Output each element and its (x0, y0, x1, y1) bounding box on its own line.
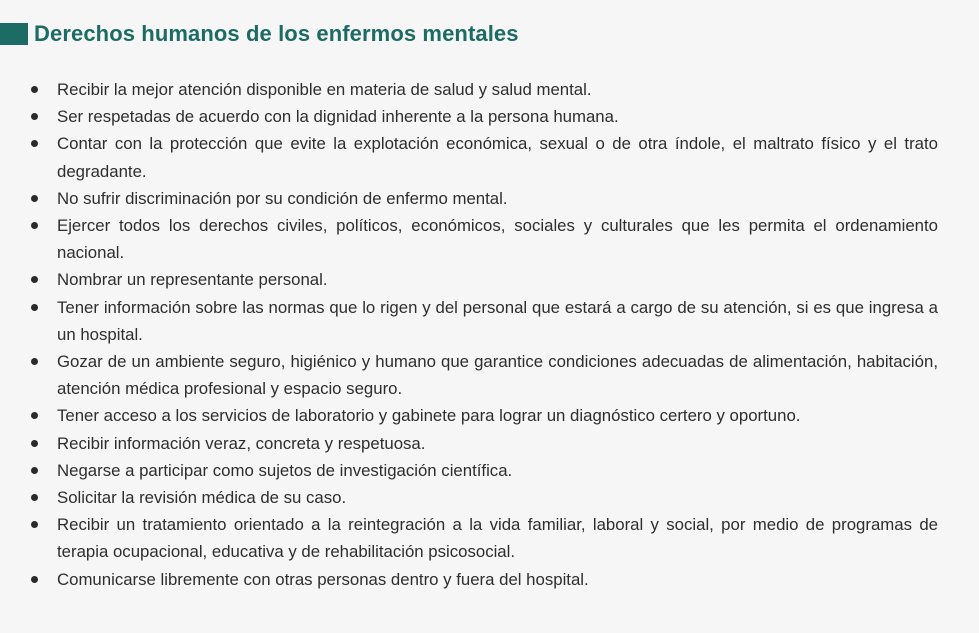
bullet-icon (31, 113, 38, 120)
list-item-text: Tener acceso a los servicios de laboratorio y gabinete para lograr un diagnóstico certero y oportuno. (57, 406, 801, 426)
list-item (28, 348, 938, 402)
list-item-text: Ejercer todos los derechos civiles, políticos, económicos, sociales y culturales que les permita el ordenamiento nacional. (57, 216, 938, 263)
list-item (28, 566, 938, 593)
rights-list (28, 76, 938, 593)
list-item (28, 130, 938, 184)
bullet-icon (31, 576, 38, 583)
bullet-icon (31, 440, 38, 447)
list-item (28, 185, 938, 212)
list-item (28, 484, 938, 511)
heading-marker-block (0, 23, 28, 45)
list-item-text: Comunicarse libremente con otras personas dentro y fuera del hospital. (57, 569, 589, 589)
bullet-icon (31, 467, 38, 474)
list-item (28, 76, 938, 103)
bullet-icon (31, 521, 38, 528)
list-item-text: Nombrar un representante personal. (57, 270, 328, 290)
list-item (28, 294, 938, 348)
bullet-icon (31, 140, 38, 147)
list-item (28, 457, 938, 484)
list-item-text: Tener información sobre las normas que lo rigen y del personal que estará a cargo de su atención, si es que ingresa a un hospital. (57, 297, 938, 344)
list-item-text: Recibir información veraz, concreta y respetuosa. (57, 433, 426, 453)
list-item-text: Solicitar la revisión médica de su caso. (57, 488, 347, 508)
list-item (28, 511, 938, 565)
bullet-icon (31, 276, 38, 283)
bullet-icon (31, 86, 38, 93)
list-item-text: Recibir la mejor atención disponible en materia de salud y salud mental. (57, 80, 592, 99)
section-title: Derechos humanos de los enfermos mentales (34, 21, 519, 46)
list-item-text: Recibir un tratamiento orientado a la reintegración a la vida familiar, laboral y social, por medio de programas de terapia ocupacional, educativa y de rehabilitación psicosocial. (57, 515, 938, 562)
bullet-icon (31, 304, 38, 311)
bullet-icon (31, 358, 38, 365)
section-heading (0, 17, 519, 51)
list-item (28, 266, 938, 293)
list-item-text: Gozar de un ambiente seguro, higiénico y humano que garantice condiciones adecuadas de alimentación, habitación, atención médica profesional y espacio seguro. (57, 352, 938, 399)
list-item-text: Negarse a participar como sujetos de investigación científica. (57, 460, 513, 480)
bullet-icon (31, 494, 38, 501)
list-item-text: No sufrir discriminación por su condición de enfermo mental. (57, 188, 508, 208)
list-item (28, 212, 938, 266)
list-item-text: Contar con la protección que evite la explotación económica, sexual o de otra índole, el maltrato físico y el trato degradante. (57, 134, 938, 181)
list-item (28, 402, 938, 429)
list-item (28, 430, 938, 457)
bullet-icon (31, 195, 38, 202)
list-item (28, 103, 938, 130)
bullet-icon (31, 222, 38, 229)
list-item-text: Ser respetadas de acuerdo con la dignidad inherente a la persona humana. (57, 107, 619, 127)
bullet-icon (31, 412, 38, 419)
